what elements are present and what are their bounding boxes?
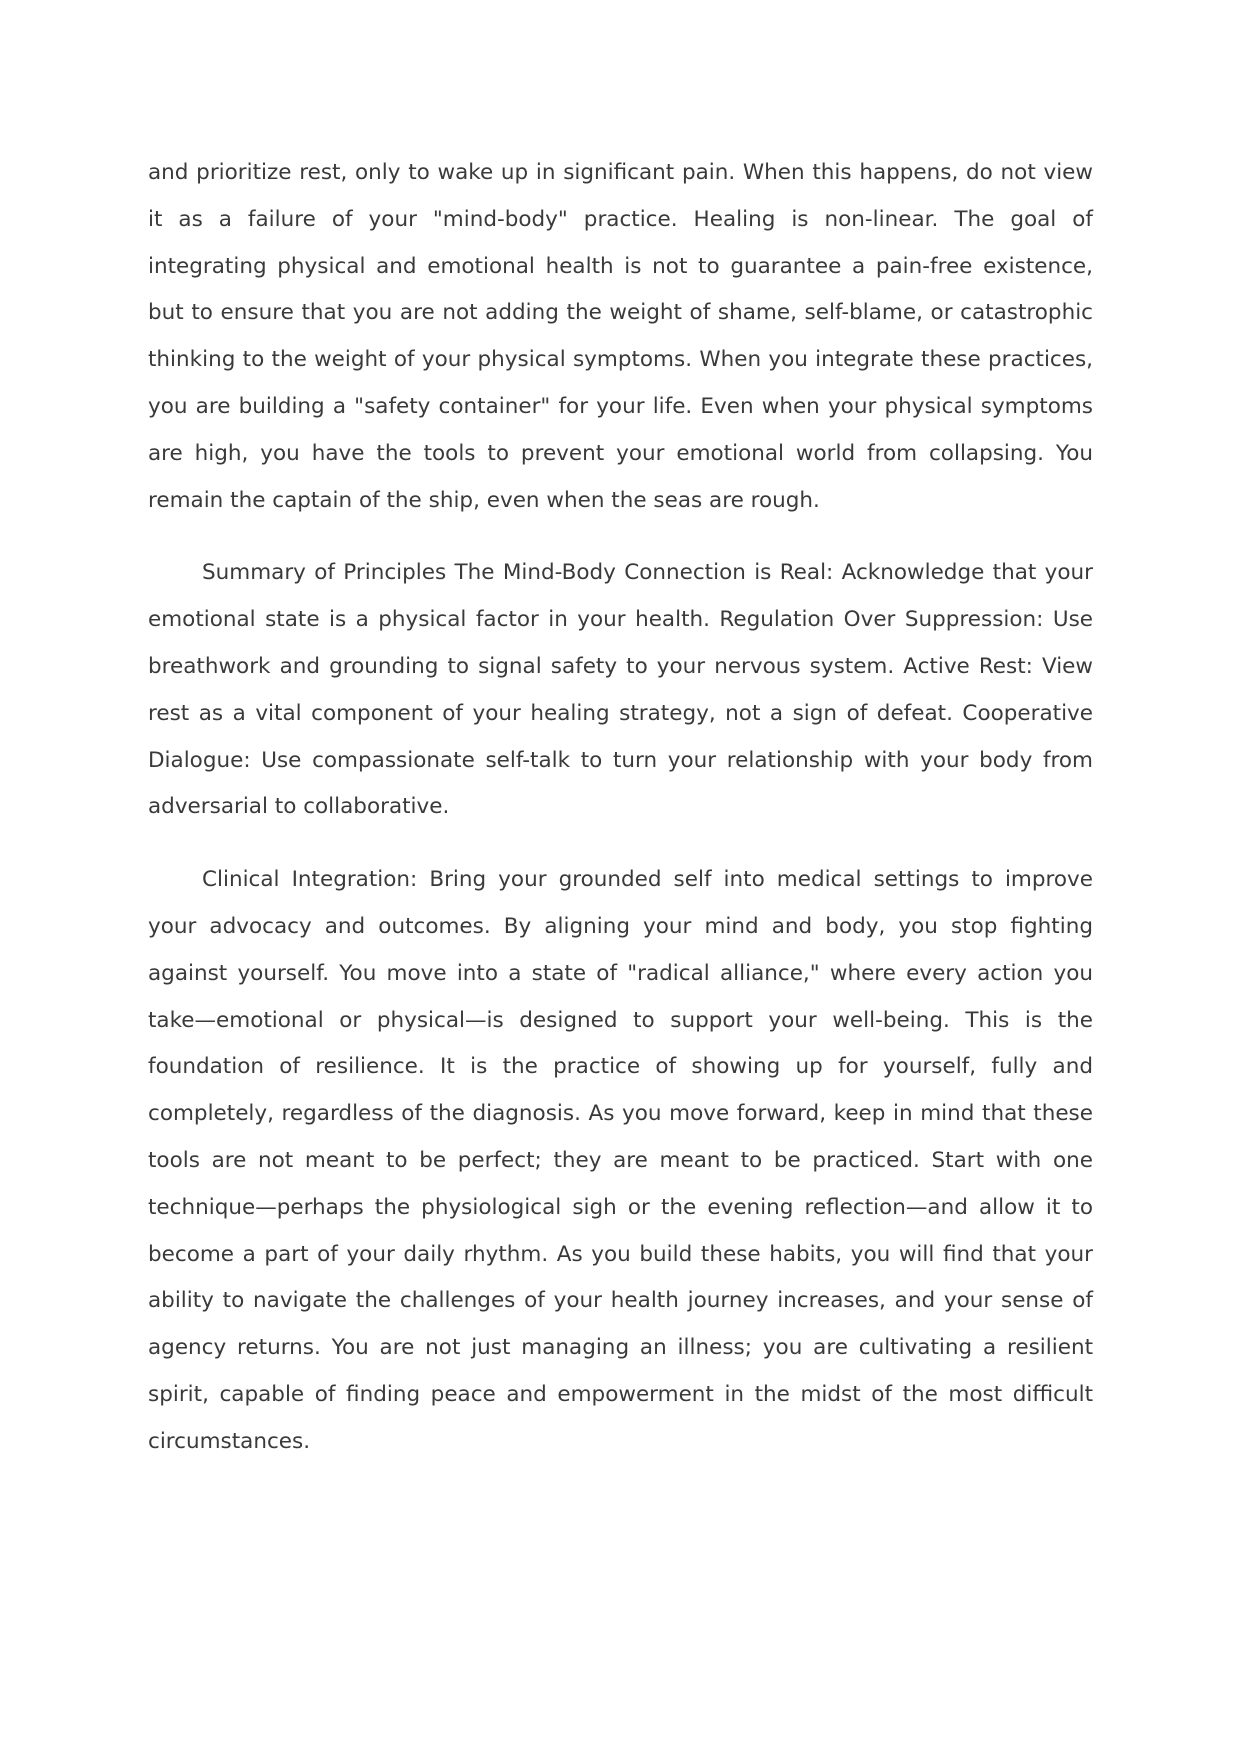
body-paragraph-2: Summary of Principles The Mind-Body Connection is Real: Acknowledge that your emotional state is a physical factor in your health. Regulation Over Suppression: Use breathwork and grounding to signal safety to your nervous system. Active Rest: View rest as a vital component of your healing strategy, not a sign of defeat. Cooperative Dialogue: Use compassionate self-talk to turn your relationship with your body from adversarial to collaborative.	[148, 560, 1093, 820]
document-page	[148, 150, 1093, 1492]
body-paragraph-1: and prioritize rest, only to wake up in significant pain. When this happens, do not view it as a failure of your "mind-body" practice. Healing is non-linear. The goal of integrating physical and emotional health is not to guarantee a pain-free existence, but to ensure that you are not adding the weight of shame, self-blame, or catastrophic thinking to the weight of your physical symptoms. When you integrate these practices, you are building a "safety container" for your life. Even when your physical symptoms are high, you have the tools to prevent your emotional world from collapsing. You remain the captain of the ship, even when the seas are rough.	[148, 160, 1093, 513]
body-paragraph-3: Clinical Integration: Bring your grounded self into medical settings to improve your advocacy and outcomes. By aligning your mind and body, you stop fighting against yourself. You move into a state of "radical alliance," where every action you take—emotional or physical—is designed to support your well-being. This is the foundation of resilience. It is the practice of showing up for yourself, fully and completely, regardless of the diagnosis. As you move forward, keep in mind that these tools are not meant to be perfect; they are meant to be practiced. Start with one technique—perhaps the physiological sigh or the evening reflection—and allow it to become a part of your daily rhythm. As you build these habits, you will find that your ability to navigate the challenges of your health journey increases, and your sense of agency returns. You are not just managing an illness; you are cultivating a resilient spirit, capable of finding peace and empowerment in the midst of the most difficult circumstances.	[148, 867, 1093, 1454]
